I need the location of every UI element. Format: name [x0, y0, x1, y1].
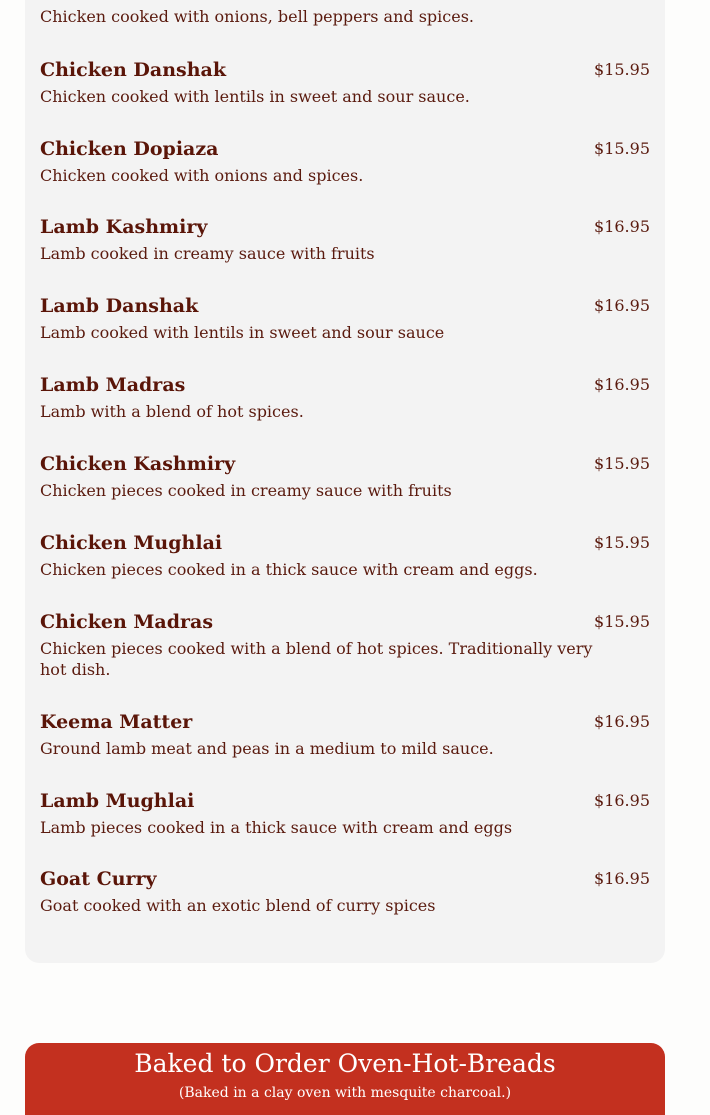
- menu-item-name: Chicken Dopiaza: [40, 138, 219, 160]
- menu-item-description: Goat cooked with an exotic blend of curry spices: [40, 896, 436, 915]
- menu-item-price: $15.95: [594, 60, 650, 79]
- menu-item-name: Goat Curry: [40, 868, 157, 890]
- menu-item-name: Lamb Kashmiry: [40, 216, 208, 238]
- menu-item-price: $15.95: [594, 454, 650, 473]
- menu-item-description: Lamb cooked with lentils in sweet and sour sauce: [40, 323, 445, 342]
- menu-item-name: Keema Matter: [40, 711, 193, 733]
- menu-item-price: $15.95: [594, 533, 650, 552]
- menu-item-description: Chicken cooked with onions and spices.: [40, 166, 364, 185]
- section-title: Baked to Order Oven-Hot-Breads: [134, 1049, 556, 1078]
- menu-item-price: $16.95: [594, 869, 650, 888]
- menu-item-name: Lamb Danshak: [40, 295, 199, 317]
- menu-item-description: Chicken pieces cooked in a thick sauce with cream and eggs.: [40, 560, 538, 579]
- menu-item-name: Chicken Kashmiry: [40, 453, 236, 475]
- menu-item-description: Lamb with a blend of hot spices.: [40, 402, 304, 421]
- partial-item-description: Chicken cooked with onions, bell peppers and spices.: [40, 7, 475, 26]
- menu-item-name: Chicken Mughlai: [40, 532, 223, 554]
- menu-item-price: $15.95: [594, 612, 650, 631]
- breads-section-header: [25, 1043, 665, 1115]
- menu-item-name: Lamb Mughlai: [40, 790, 195, 812]
- menu-item-description: Lamb cooked in creamy sauce with fruits: [40, 244, 375, 263]
- menu-item-price: $16.95: [594, 375, 650, 394]
- menu-item-price: $16.95: [594, 296, 650, 315]
- menu-item-name: Chicken Danshak: [40, 59, 226, 81]
- menu-item-price: $15.95: [594, 139, 650, 158]
- menu-item-description: Chicken pieces cooked in creamy sauce with fruits: [40, 481, 452, 500]
- section-subtitle: (Baked in a clay oven with mesquite charcoal.): [178, 1085, 512, 1101]
- menu-item-name: Lamb Madras: [40, 374, 186, 396]
- menu-item-price: $16.95: [594, 217, 650, 236]
- menu-item-description: Lamb pieces cooked in a thick sauce with cream and eggs: [40, 818, 513, 837]
- menu-item-price: $16.95: [594, 791, 650, 810]
- menu-item-description: Chicken pieces cooked with a blend of hot spices. Traditionally very hot dish.: [40, 639, 593, 679]
- menu-item-description: Chicken cooked with lentils in sweet and sour sauce.: [40, 87, 470, 106]
- menu-item-description: Ground lamb meat and peas in a medium to mild sauce.: [40, 739, 494, 758]
- menu-item-price: $16.95: [594, 712, 650, 731]
- menu-item-name: Chicken Madras: [40, 611, 214, 633]
